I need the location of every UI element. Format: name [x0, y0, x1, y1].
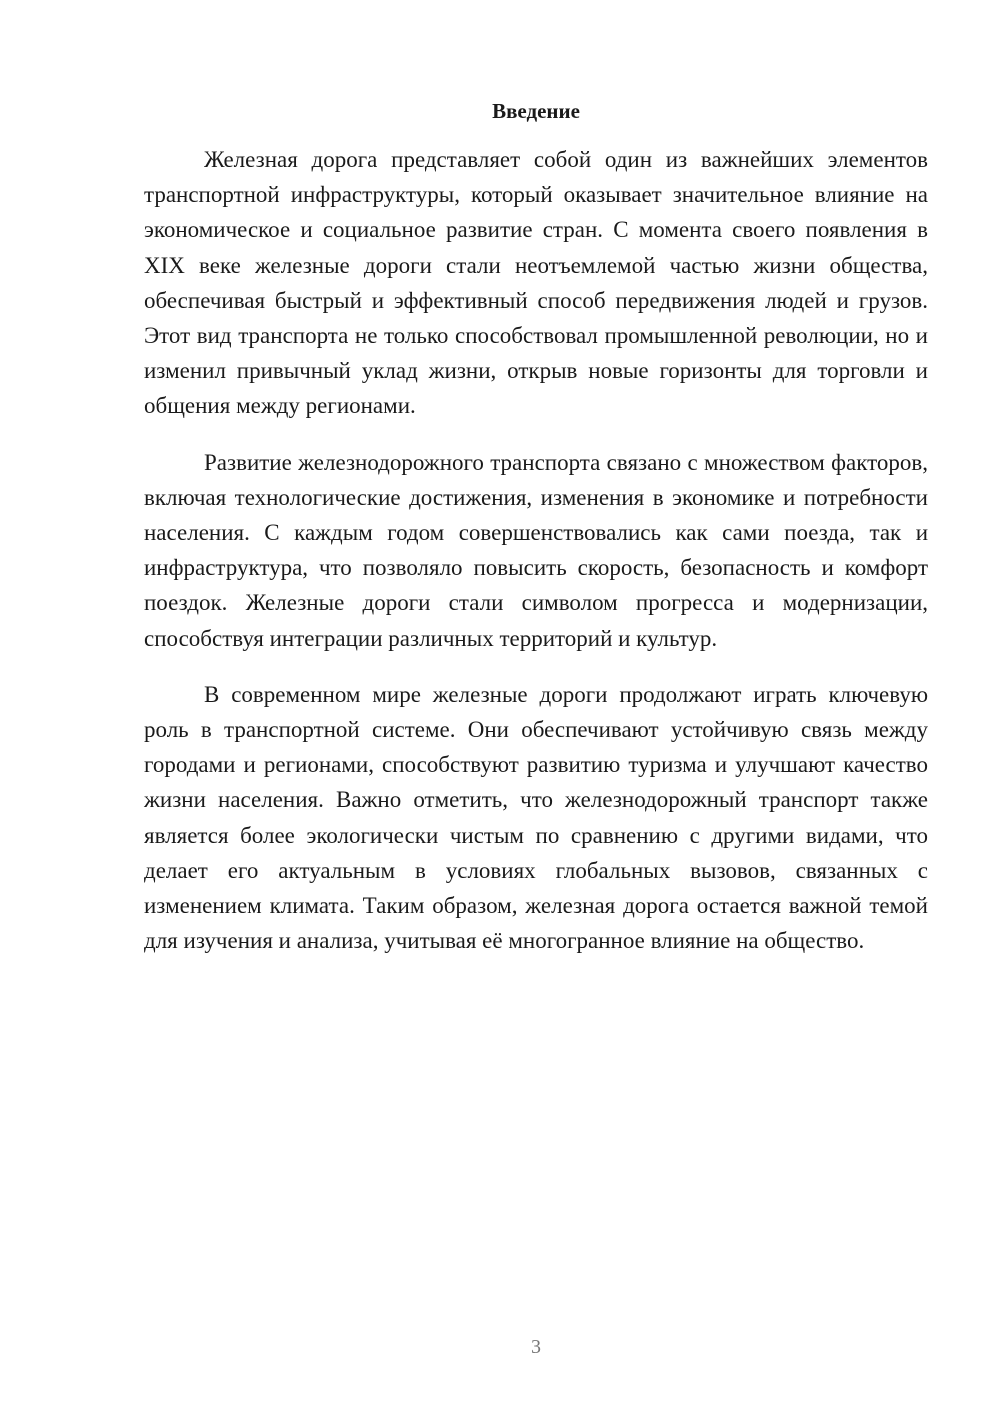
paragraph-1: Железная дорога представляет собой один из важнейших элементов транспортной инфраструктуры, который оказывает значительное влияние на экономическое и социальное развитие стран. С момента своего появления в XIX веке железные дороги стали неотъемлемой частью жизни общества, обеспечивая быстрый и эффективный способ передвижения людей и грузов. Этот вид транспорта не только способствовал промышленной революции, но и изменил привычный уклад жизни, открыв новые горизонты для торговли и общения между регионами. [144, 147, 928, 419]
paragraph-2: Развитие железнодорожного транспорта связано с множеством факторов, включая технологические достижения, изменения в экономике и потребности населения. С каждым годом совершенствовались как сами поезда, так и инфраструктура, что позволяло повысить скорость, безопасность и комфорт поездок. Железные дороги стали символом прогресса и модернизации, способствуя интеграции различных территорий и культур. [144, 449, 928, 651]
page-title: Введение [492, 99, 580, 123]
body-text [144, 142, 928, 958]
page-number: 3 [531, 1336, 541, 1358]
paragraph-3: В современном мире железные дороги продолжают играть ключевую роль в транспортной системе. Они обеспечивают устойчивую связь между городами и регионами, способствуют развитию туризма и улучшают качество жизни населения. Важно отметить, что железнодорожный транспорт также является более экологически чистым по сравнению с другими видами, что делает его актуальным в условиях глобальных вызовов, связанных с изменением климата. Таким образом, железная дорога остается важной темой для изучения и анализа, учитывая её многогранное влияние на общество. [144, 681, 928, 954]
